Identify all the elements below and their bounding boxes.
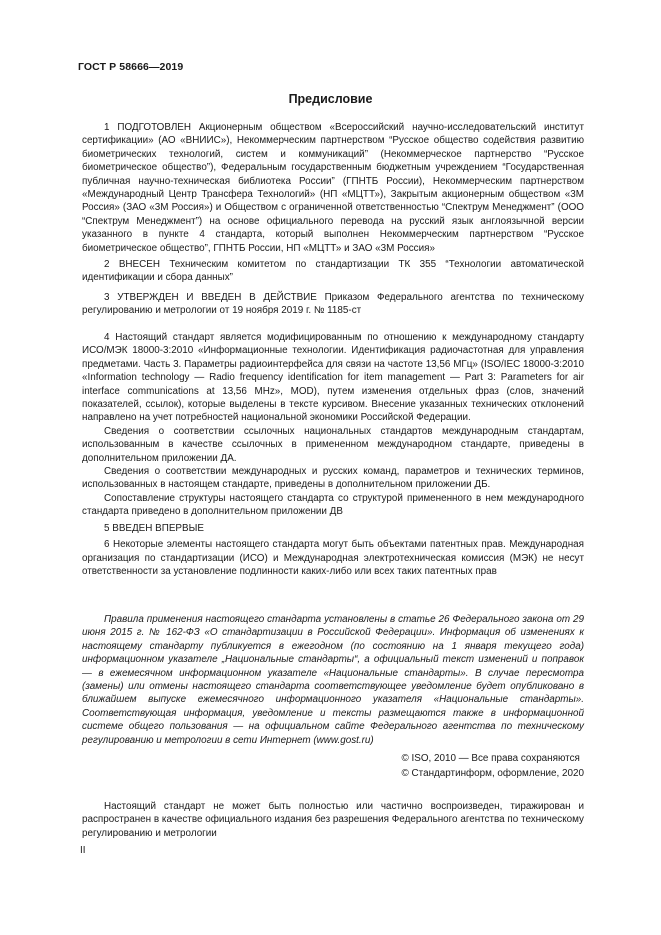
- paragraph-4-modified: [82, 331, 584, 578]
- reproduction-notice-text: Настоящий стандарт не может быть полностью или частично воспроизведен, тиражирован и распространен в качестве официального издания без разрешения Федерального агентства по техническому регулированию и метрологии: [82, 801, 584, 839]
- paragraph-2-introduced: [82, 258, 584, 285]
- paragraph-4-annex-db: Сведения о соответствии международных и русских команд, параметров и технических терминов, использованных в настоящем стандарте, приведены в дополнительном приложении ДБ.: [82, 466, 584, 491]
- paragraph-5-text: 5 ВВЕДЕН ВПЕРВЫЕ: [104, 522, 204, 534]
- rules-notice: [82, 613, 584, 747]
- copyright-standartinform: © Стандартинформ, оформление, 2020: [401, 768, 584, 779]
- rules-notice-text: Правила применения настоящего стандарта установлены в статье 26 Федерального закона от 29 июня 2015 г. № 162-ФЗ «О стандартизации в Российской Федерации». Информация об изменениях к настоящему стандарту публикуется в ежегодном (по состоянию на 1 января текущего года) информационном указателе „Национальные стандарты“, а официальный текст изменений и поправок — в ежемесячном информационном указателе «Национальные стандарты». В случае пересмотра (замены) или отмены настоящего стандарта соответствующее уведомление будет опубликовано в ближайшем выпуске ежемесячного информационного указателя «Национальные стандарты». Соответствующая информация, уведомление и тексты размещаются также в информационной системе общего пользования — на официальном сайте Федерального агентства по техническому регулированию и метрологии в сети Интернет (www.gost.ru): [82, 614, 584, 746]
- paragraph-4-annex-da: Сведения о соответствии ссылочных национальных стандартов международным стандартам, использованным в качестве ссылочных в примененном международном стандарте, приведены в дополнительном приложении ДА.: [82, 425, 584, 464]
- copyright-block: [402, 751, 584, 781]
- paragraph-1-text: 1 ПОДГОТОВЛЕН Акционерным обществом «Всероссийский научно-исследовательский институт сертификации» (АО «ВНИИС»), Некоммерческим партнерством “Русское общество содействия развитию биометрических технологий, систем и коммуникаций” (Некоммерческое партнерство “Русское биометрическое общество”), Федеральным государственным бюджетным учреждением “Государственная публичная научно-техническая библиотека России” (ГПНТБ России), Некоммерческим партнерством «Международный Центр Трансфера Технологий» (НП «МЦТТ»), Закрытым акционерным обществом «3М Россия» (ЗАО «3М Россия») и Обществом с ограниченной ответственностью “Спектрум Менеджмент” (ООО “Спектрум Менеджмент”) на основе официального перевода на русский язык англоязычной версии указанного в пункте 4 стандарта, который выполнен Некоммерческим партнерством “Русское биометрическое общество”, ГПНТБ России, НП «МЦТТ» и ЗАО «3М Россия»: [82, 122, 584, 254]
- page-number: II: [80, 845, 86, 856]
- paragraph-4-annex-dv: Сопоставление структуры настоящего стандарта со структурой примененного в нем международного стандарта приведено в дополнительном приложении ДВ: [82, 492, 584, 518]
- paragraph-3-approved: [82, 291, 584, 318]
- paragraph-4-text: 4 Настоящий стандарт является модифицированным по отношению к международному стандарту ИСО/МЭК 18000-3:2010 «Информационные технологии. Идентификация радиочастотная для управления предметами. Часть 3. Параметры радиоинтерфейса для связи на частоте 13,56 МГц» (ISO/IEC 18000-3:2010 «Information technology — Radio frequency identification for item management — Part 3: Parameters for air interface communications at 13,56 MHz», MOD), путем изменения отдельных фраз (слов, значений показателей, ссылок), которые выделены в тексте курсивом. Внесение указанных технических отклонений направлено на учет потребностей национальной экономики Российской Федерации.: [82, 332, 584, 424]
- paragraph-6-text: 6 Некоторые элементы настоящего стандарта могут быть объектами патентных прав. Международная организация по стандартизации (ИСО) и Международная электротехническая комиссия (МЭК) не несут ответственности за установление подлинности каких-либо или всех таких патентных прав: [82, 539, 584, 577]
- paragraph-1-prepared: [82, 121, 584, 255]
- paragraph-3-text: 3 УТВЕРЖДЕН И ВВЕДЕН В ДЕЙСТВИЕ Приказом Федерального агентства по техническому регулированию и метрологии от 19 ноября 2019 г. № 1185-ст: [82, 292, 584, 317]
- page-title: Предисловие: [288, 92, 373, 106]
- reproduction-notice: [82, 800, 584, 840]
- copyright-iso: © ISO, 2010 — Все права сохраняются: [401, 753, 580, 764]
- paragraph-2-text: 2 ВНЕСЕН Техническим комитетом по стандартизации ТК 355 “Технологии автоматической идентификации и сбора данных”: [82, 259, 584, 284]
- document-code: ГОСТ Р 58666—2019: [78, 61, 184, 73]
